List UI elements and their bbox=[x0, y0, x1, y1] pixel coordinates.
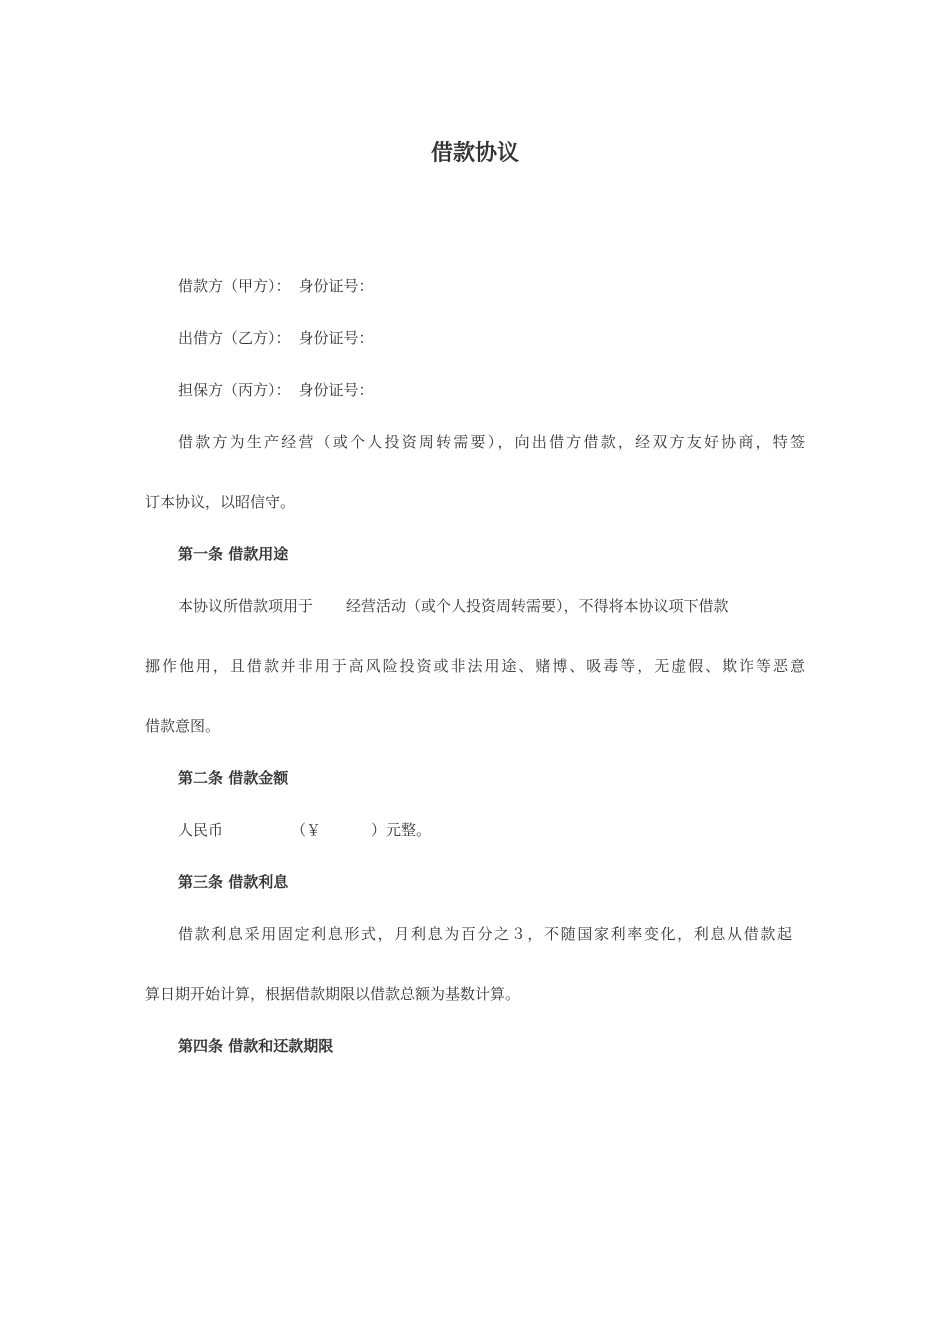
article2-amount-line bbox=[178, 820, 805, 840]
borrower-id-label: 身份证号： bbox=[298, 277, 374, 295]
yen-open: （￥ bbox=[291, 821, 322, 839]
article3-line-1: 借款利息采用固定利息形式，月利息为百分之３，不随国家利率变化，利息从借款起 bbox=[178, 925, 792, 943]
lender-id-label: 身份证号： bbox=[298, 329, 374, 347]
guarantor-line bbox=[178, 380, 805, 400]
article1-line-1 bbox=[178, 596, 805, 616]
amount-close: ）元整。 bbox=[371, 821, 432, 839]
borrower-label: 借款方（甲方）： bbox=[178, 277, 291, 295]
article3-heading: 第三条 借款利息 bbox=[178, 873, 289, 891]
article2-heading: 第二条 借款金额 bbox=[178, 769, 289, 787]
lender-line bbox=[178, 328, 805, 348]
guarantor-label: 担保方（丙方）： bbox=[178, 381, 291, 399]
article1-text-a: 本协议所借款项用于 bbox=[178, 597, 314, 615]
preamble-line-2: 订本协议，以昭信守。 bbox=[145, 493, 296, 511]
article1-line-3: 借款意图。 bbox=[145, 717, 221, 735]
article4-heading: 第四条 借款和还款期限 bbox=[178, 1037, 334, 1055]
rmb-label: 人民币 bbox=[178, 821, 224, 839]
lender-label: 出借方（乙方）： bbox=[178, 329, 291, 347]
document-title: 借款协议 bbox=[430, 141, 519, 166]
article3-line-2: 算日期开始计算，根据借款期限以借款总额为基数计算。 bbox=[145, 985, 521, 1003]
article1-heading: 第一条 借款用途 bbox=[178, 545, 289, 563]
preamble-line-1: 借款方为生产经营（或个人投资周转需要），向出借方借款，经双方友好协商，特签 bbox=[178, 433, 805, 451]
borrower-line bbox=[178, 276, 805, 296]
article1-text-b: 经营活动（或个人投资周转需要），不得将本协议项下借款 bbox=[346, 597, 729, 615]
guarantor-id-label: 身份证号： bbox=[298, 381, 374, 399]
article1-line-2: 挪作他用，且借款并非用于高风险投资或非法用途、赌博、吸毒等，无虚假、欺诈等恶意 bbox=[145, 657, 805, 675]
